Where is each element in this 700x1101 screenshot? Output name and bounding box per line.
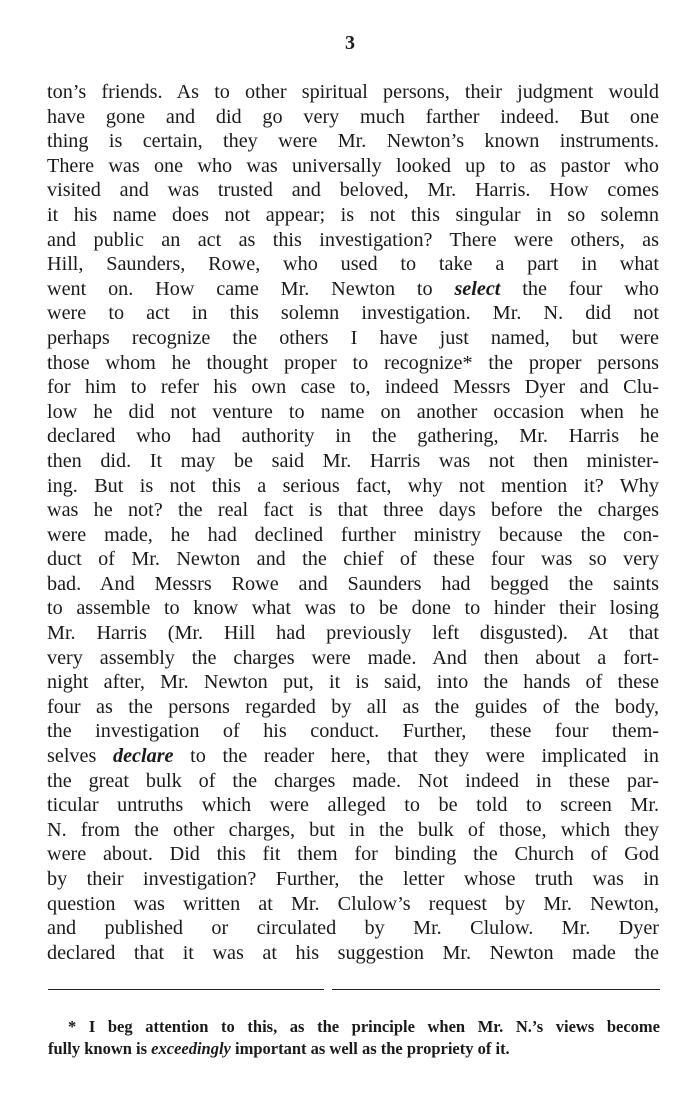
footnote-text: fully known is <box>48 1039 152 1058</box>
line-text: were made, he had declined further ministry because the con- <box>47 523 659 546</box>
line-text: four as the persons regarded by all as the guides of the body, <box>47 695 659 718</box>
line-text: ticular untruths which were alleged to be told to screen Mr. <box>47 794 659 817</box>
line-text: was he not? the real fact is that three days before the charges <box>47 499 659 522</box>
line-text: question was written at Mr. Clulow’s request by Mr. Newton, <box>47 892 659 915</box>
text-line <box>47 941 659 966</box>
footnote-line <box>48 1016 660 1038</box>
text-line <box>47 670 659 695</box>
text-line <box>47 252 659 277</box>
text-line <box>47 129 659 154</box>
line-text: went on. How came Mr. Newton to <box>47 277 455 300</box>
footnote-line <box>48 1038 660 1060</box>
line-text: the investigation of his conduct. Further, these four them- <box>47 720 659 743</box>
text-line <box>47 178 659 203</box>
footnote-text: * I beg attention to this, as the principle when Mr. N.’s views become <box>68 1017 660 1036</box>
text-line <box>47 228 659 253</box>
text-line <box>47 498 659 523</box>
line-text: then did. It may be said Mr. Harris was not then minister- <box>47 449 659 472</box>
line-text: perhaps recognize the others I have just named, but were <box>47 326 659 349</box>
line-text: bad. And Messrs Rowe and Saunders had begged the saints <box>47 572 659 595</box>
line-emphasis: declare <box>112 745 174 768</box>
text-line <box>47 547 659 572</box>
line-text: declared that it was at his suggestion Mr. Newton made the <box>47 941 659 964</box>
line-text: and published or circulated by Mr. Clulow. Mr. Dyer <box>47 917 659 940</box>
line-text: it his name does not appear; is not this singular in so solemn <box>47 203 659 226</box>
text-line <box>47 842 659 867</box>
text-line <box>47 351 659 376</box>
body-text <box>47 80 659 965</box>
text-line <box>47 744 659 769</box>
line-text: Hill, Saunders, Rowe, who used to take a part in what <box>47 253 659 276</box>
line-text: visited and was trusted and beloved, Mr. Harris. How comes <box>47 179 659 202</box>
line-emphasis: select <box>454 277 501 300</box>
text-line <box>47 326 659 351</box>
text-line <box>47 449 659 474</box>
text-line <box>47 769 659 794</box>
line-text: selves <box>47 745 113 768</box>
text-line <box>47 400 659 425</box>
line-text: ing. But is not this a serious fact, why not mention it? Why <box>47 474 659 497</box>
footnote-separator-left <box>48 989 324 990</box>
text-line <box>47 154 659 179</box>
text-line <box>47 474 659 499</box>
line-text: low he did not venture to name on another occasion when he <box>47 400 659 423</box>
text-line <box>47 572 659 597</box>
line-text: Mr. Harris (Mr. Hill had previously left disgusted). At that <box>47 622 659 645</box>
text-line <box>47 892 659 917</box>
line-text: N. from the other charges, but in the bulk of those, which they <box>47 818 659 841</box>
line-text: for him to refer his own case to, indeed Messrs Dyer and Clu- <box>47 376 659 399</box>
text-line <box>47 867 659 892</box>
line-text: declared who had authority in the gathering, Mr. Harris he <box>47 425 659 448</box>
line-text: were to act in this solemn investigation. Mr. N. did not <box>47 302 659 325</box>
text-line <box>47 695 659 720</box>
footnote-emphasis: exceedingly <box>151 1039 231 1058</box>
text-line <box>47 719 659 744</box>
line-text: very assembly the charges were made. And then about a fort- <box>47 646 659 669</box>
line-text: There was one who was universally looked up to as pastor who <box>47 154 659 177</box>
text-line <box>47 523 659 548</box>
text-line <box>47 793 659 818</box>
text-line <box>47 424 659 449</box>
line-text: to the reader here, that they were implicated in <box>173 745 659 768</box>
text-line <box>47 277 659 302</box>
text-line <box>47 301 659 326</box>
text-line <box>47 818 659 843</box>
text-line <box>47 596 659 621</box>
text-line <box>47 646 659 671</box>
text-line <box>47 203 659 228</box>
text-line <box>47 916 659 941</box>
text-line <box>47 80 659 105</box>
line-text: duct of Mr. Newton and the chief of these four was so very <box>47 548 659 571</box>
text-line <box>47 105 659 130</box>
footnote-text: important as well as the propriety of it. <box>230 1039 510 1058</box>
text-line <box>47 621 659 646</box>
line-text: the four who <box>500 277 659 300</box>
line-text: to assemble to know what was to be done to hinder their losing <box>47 597 659 620</box>
page-number: 3 <box>345 32 355 54</box>
footnote <box>48 1016 660 1060</box>
line-text: and public an act as this investigation? There were others, as <box>47 228 659 251</box>
line-text: thing is certain, they were Mr. Newton’s known instruments. <box>47 130 659 153</box>
text-line <box>47 375 659 400</box>
line-text: the great bulk of the charges made. Not indeed in these par- <box>47 769 659 792</box>
line-text: ton’s friends. As to other spiritual persons, their judgment would <box>47 81 659 103</box>
line-text: by their investigation? Further, the letter whose truth was in <box>47 868 659 890</box>
line-text: have gone and did go very much farther indeed. But one <box>47 105 659 128</box>
line-text: night after, Mr. Newton put, it is said, into the hands of these <box>47 671 659 694</box>
footnote-separator-right <box>332 989 660 990</box>
line-text: were about. Did this fit them for binding the Church of God <box>47 843 659 866</box>
line-text: those whom he thought proper to recognize* the proper persons <box>47 351 659 374</box>
